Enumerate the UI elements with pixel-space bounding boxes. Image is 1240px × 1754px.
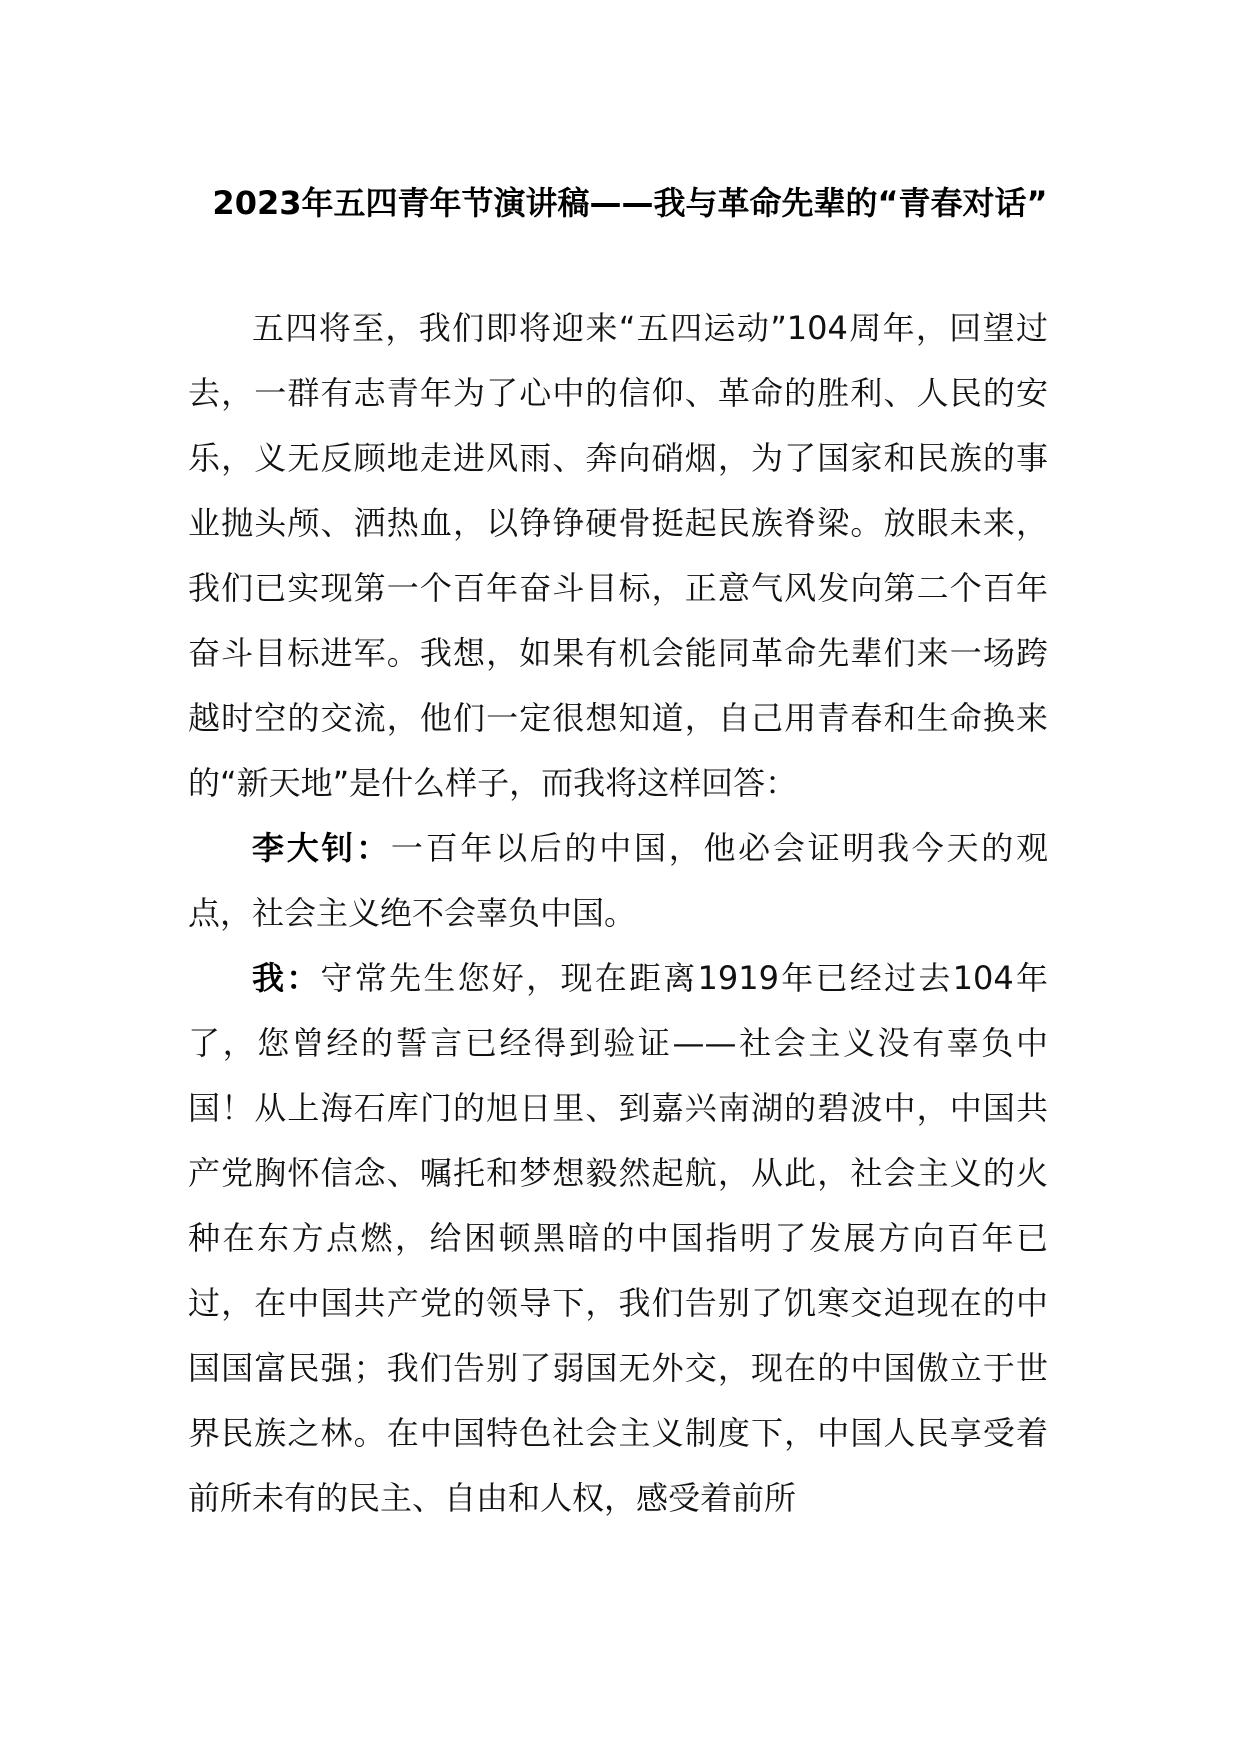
speaker-label-me: 我： — [252, 959, 321, 997]
reply-text: 守常先生您好，现在距离1919年已经过去104年了，您曾经的誓言已经得到验证——社会主义没有辜负中国！从上海石库门的旭日里、到嘉兴南湖的碧波中，中国共产党胸怀信念、嘱托和梦想毅然起航，从此，社会主义的火种在东方点燃，给困顿黑暗的中国指明了发展方向百年已过，在中国共产党的领导下，我们告别了饥寒交迫现在的中国国富民强；我们告别了弱国无外交，现在的中国傲立于世界民族之林。在中国特色社会主义制度下，中国人民享受着前所未有的民主、自由和人权，感受着前所 — [188, 959, 1048, 1517]
intro-paragraph-text: 五四将至，我们即将迎来“五四运动”104周年，回望过去，一群有志青年为了心中的信仰、革命的胜利、人民的安乐，义无反顾地走进风雨、奔向硝烟，为了国家和民族的事业抛头颅、洒热血，以铮铮硬骨挺起民族脊梁。放眼未来，我们已实现第一个百年奋斗目标，正意气风发向第二个百年奋斗目标进军。我想，如果有机会能同革命先辈们来一场跨越时空的交流，他们一定很想知道，自己用青春和生命换来的“新天地”是什么样子，而我将这样回答： — [188, 309, 1048, 802]
document-body — [188, 296, 1048, 1531]
reply-paragraph — [188, 946, 1048, 1531]
li-dazhao-quote-paragraph — [188, 816, 1048, 946]
intro-paragraph — [188, 296, 1048, 816]
li-dazhao-quote-text: 一百年以后的中国，他必会证明我今天的观点，社会主义绝不会辜负中国。 — [188, 829, 1048, 932]
speaker-label-li-dazhao: 李大钊： — [252, 829, 391, 867]
document-title: 2023年五四青年节演讲稿——我与革命先辈的“青春对话” — [212, 184, 1048, 222]
